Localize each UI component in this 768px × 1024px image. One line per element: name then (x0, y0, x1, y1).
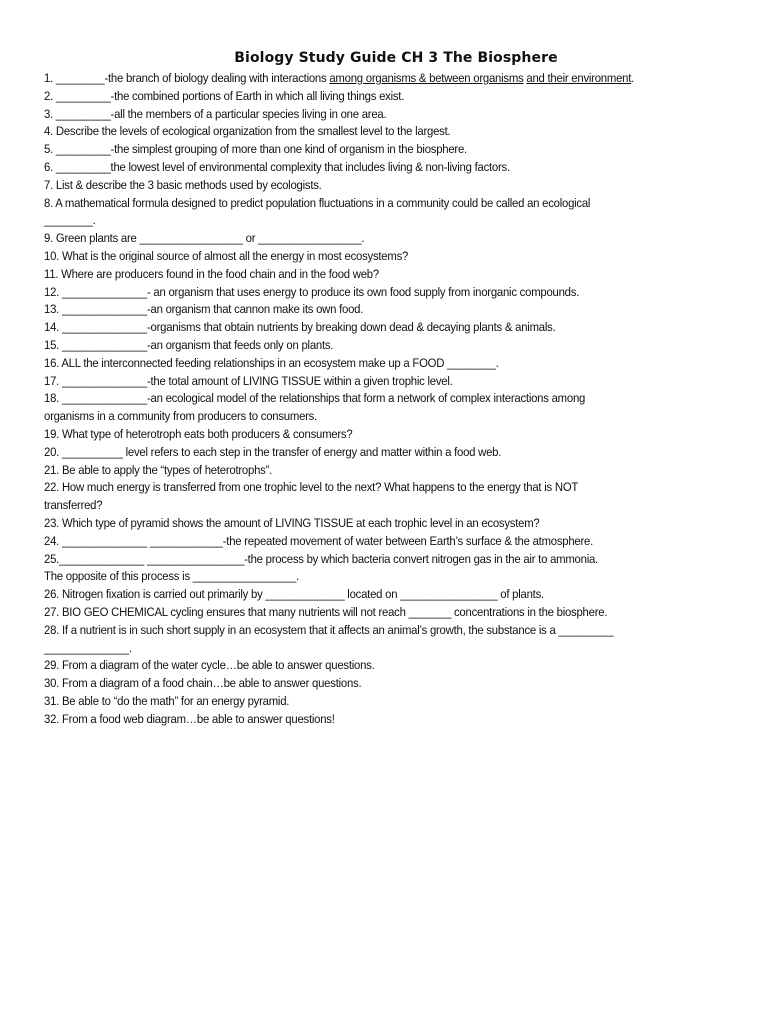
study-guide-page (44, 49, 728, 728)
question-1-end: . (631, 71, 635, 85)
question-line: 23. Which type of pyramid shows the amount of LIVING TISSUE at each trophic level in an ecosystem? (44, 515, 540, 530)
question-line: 32. From a food web diagram…be able to answer questions! (44, 711, 335, 726)
question-line: 24. ______________ ____________-the repeated movement of water between Earth’s surface & the atmosphere. (44, 533, 594, 548)
question-line: 4. Describe the levels of ecological organization from the smallest level to the largest. (44, 124, 451, 139)
question-line: 31. Be able to “do the math” for an energy pyramid. (44, 693, 290, 708)
question-line: 11. Where are producers found in the food chain and in the food web? (44, 266, 379, 281)
question-line: 13. ______________-an organism that cannon make its own food. (44, 302, 364, 317)
question-line: 19. What type of heterotroph eats both producers & consumers? (44, 426, 353, 441)
question-line: 10. What is the original source of almost all the energy in most ecosystems? (44, 248, 409, 263)
underlined-phrase-organisms: among organisms & between organisms (329, 71, 524, 85)
question-line: 9. Green plants are _________________ or _________________. (44, 231, 365, 246)
question-line: 14. ______________-organisms that obtain nutrients by breaking down dead & decaying plants & animals. (44, 320, 556, 335)
question-line: 26. Nitrogen fixation is carried out primarily by _____________ located on ________________ of plants. (44, 587, 544, 602)
page-title: Biology Study Guide CH 3 The Biosphere (234, 50, 558, 66)
question-line: 16. ALL the interconnected feeding relationships in an ecosystem make up a FOOD ________. (44, 355, 499, 370)
question-line: 22. How much energy is transferred from one trophic level to the next? What happens to the energy that is NOT (44, 480, 579, 495)
question-line: 18. ______________-an ecological model of the relationships that form a network of complex interactions among (44, 391, 586, 406)
question-line: 5. _________-the simplest grouping of more than one kind of organism in the biosphere. (44, 142, 467, 157)
question-line: ______________. (44, 640, 132, 655)
question-line: 2. _________-the combined portions of Earth in which all living things exist. (44, 88, 405, 103)
question-line: transferred? (44, 498, 103, 513)
question-line: The opposite of this process is _________________. (44, 569, 299, 584)
question-line: 3. _________-all the members of a particular species living in one area. (44, 106, 387, 121)
question-line: 29. From a diagram of the water cycle…be able to answer questions. (44, 658, 375, 673)
question-line: 30. From a diagram of a food chain…be able to answer questions. (44, 676, 362, 691)
question-line: 20. __________ level refers to each step in the transfer of energy and matter within a food web. (44, 444, 502, 459)
question-line: 6. _________the lowest level of environmental complexity that includes living & non-living factors. (44, 159, 510, 174)
question-line: 21. Be able to apply the “types of heterotrophs”. (44, 462, 273, 477)
question-line: 15. ______________-an organism that feeds only on plants. (44, 337, 334, 352)
question-line: ________. (44, 213, 96, 228)
question-1 (44, 70, 728, 88)
question-line: 27. BIO GEO CHEMICAL cycling ensures that many nutrients will not reach _______ concentrations in the biosphere. (44, 604, 608, 619)
question-line: 25.______________ ________________-the process by which bacteria convert nitrogen gas in the air to ammonia. (44, 551, 598, 566)
question-line: 12. ______________- an organism that uses energy to produce its own food supply from inorganic compounds. (44, 284, 580, 299)
question-line: 7. List & describe the 3 basic methods used by ecologists. (44, 177, 322, 192)
question-line: 8. A mathematical formula designed to predict population fluctuations in a community could be called an ecological (44, 195, 591, 210)
question-1-text: 1. ________-the branch of biology dealing with interactions (44, 71, 330, 85)
question-line: 28. If a nutrient is in such short supply in an ecosystem that it affects an animal’s growth, the substance is a _________ (44, 622, 614, 637)
underlined-phrase-environment: and their environment (526, 71, 632, 85)
question-line: organisms in a community from producers to consumers. (44, 409, 318, 424)
question-line: 17. ______________-the total amount of LIVING TISSUE within a given trophic level. (44, 373, 453, 388)
